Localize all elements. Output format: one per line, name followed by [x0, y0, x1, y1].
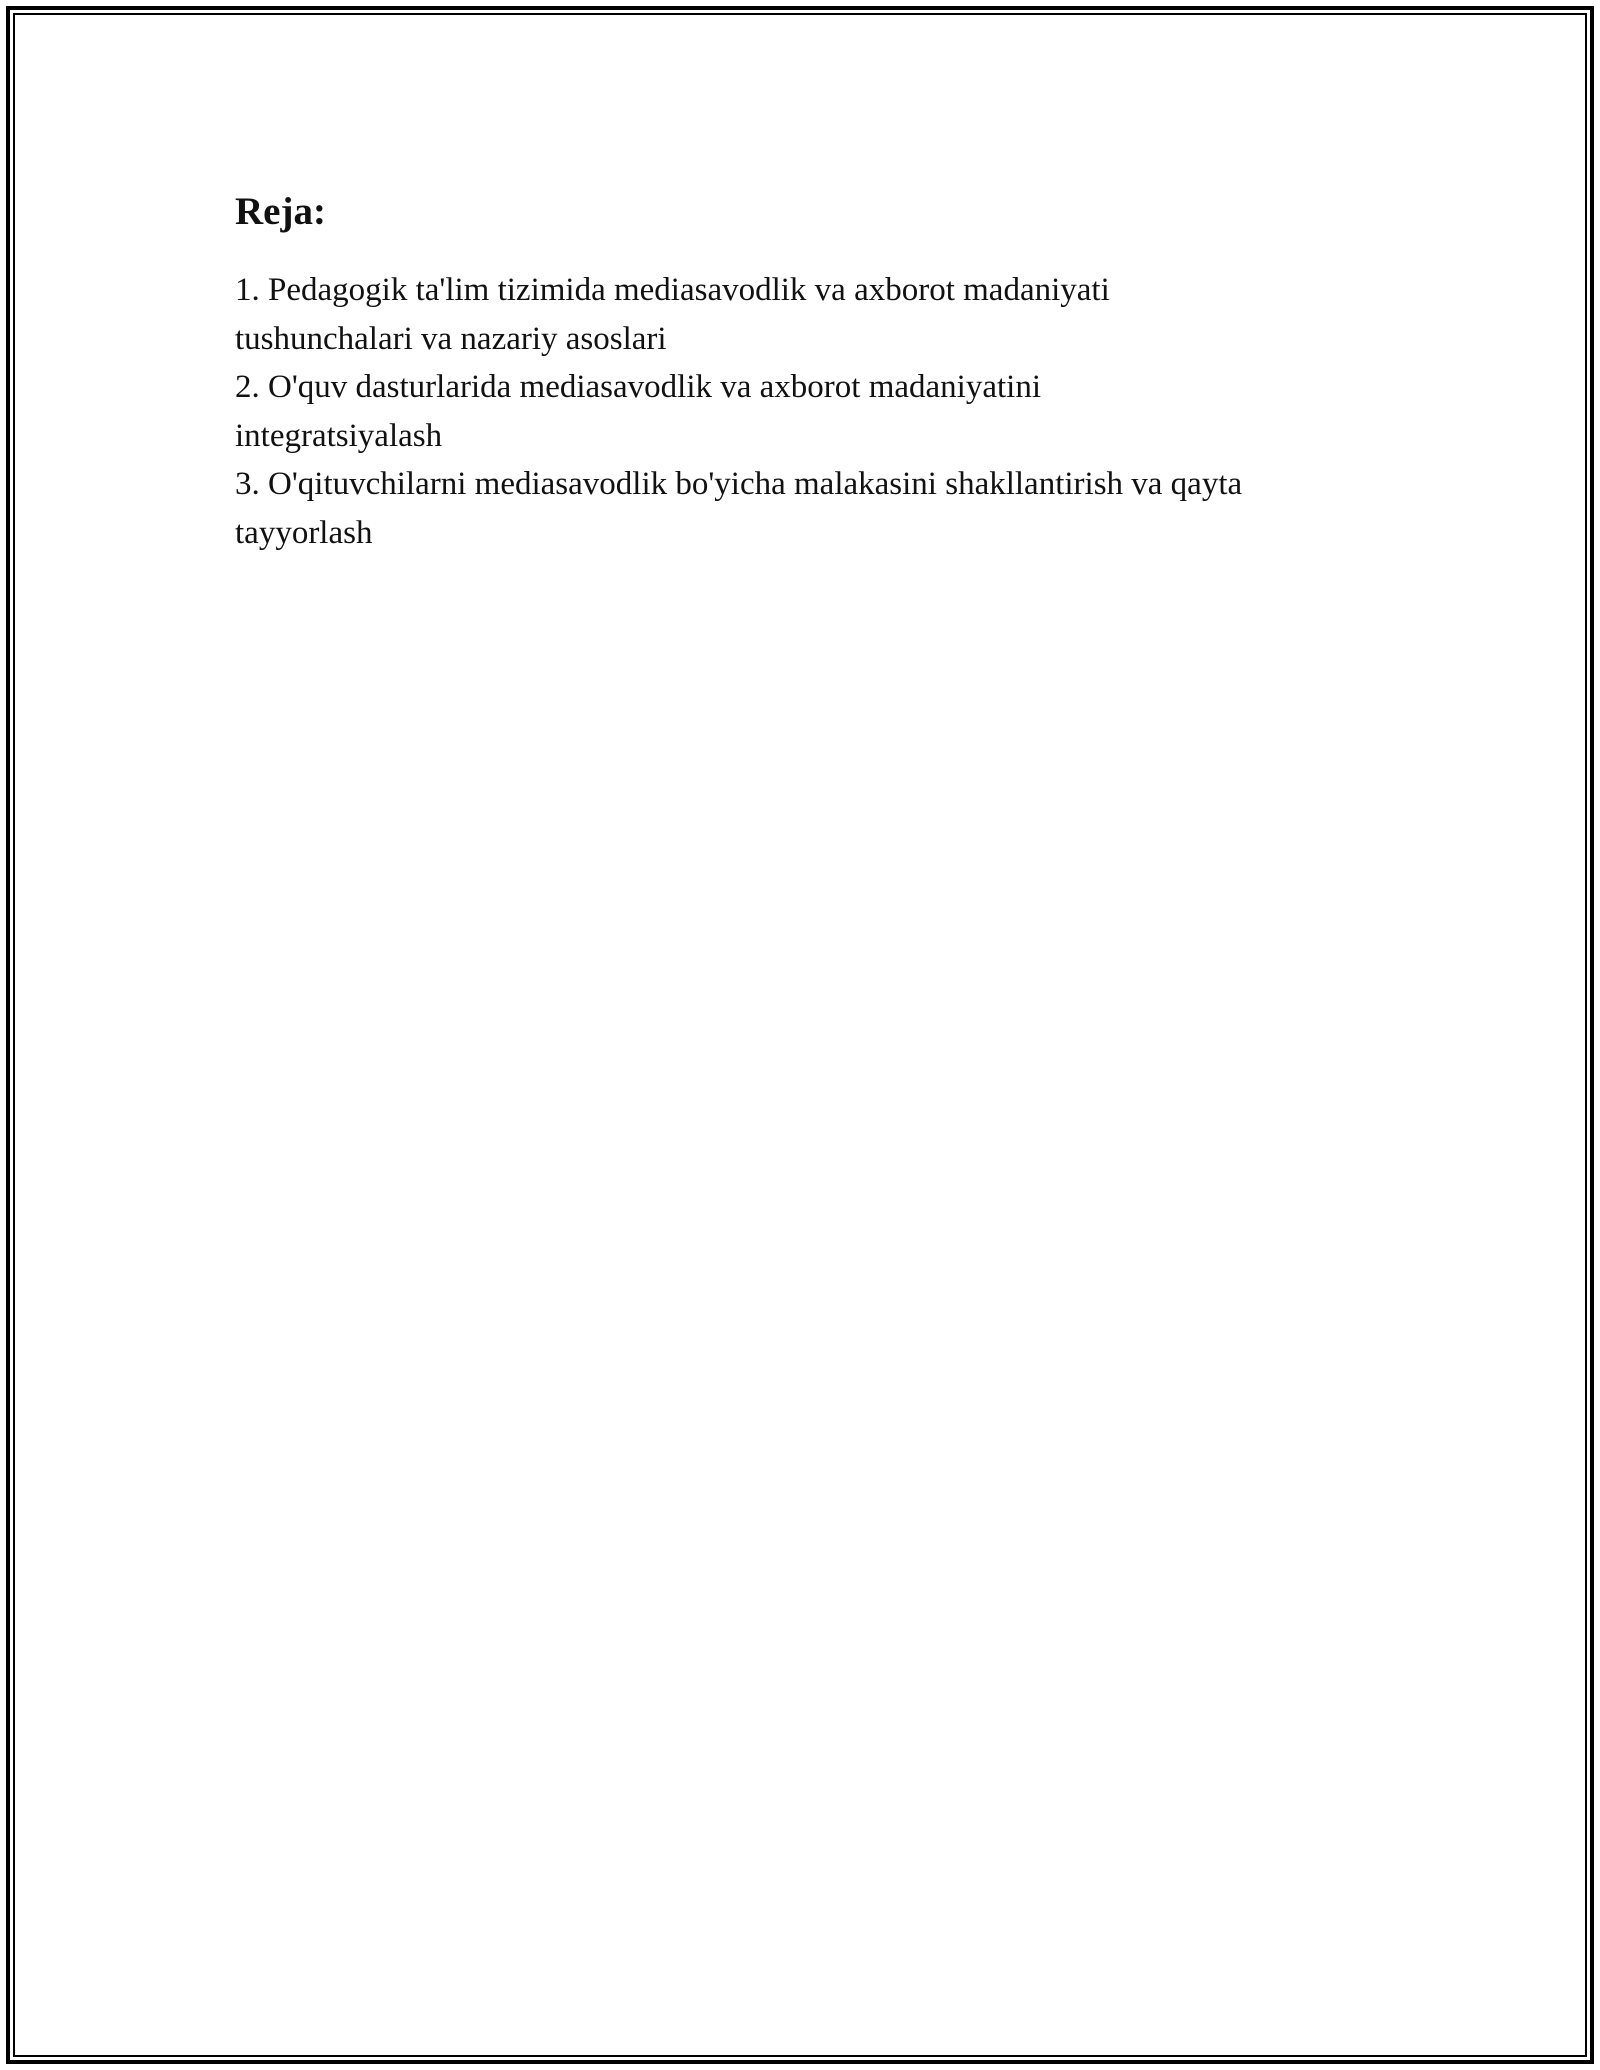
plan-item-number: 1.: [235, 272, 260, 308]
plan-list: [235, 266, 1385, 557]
plan-item-line: tushunchalari va nazariy asoslari: [235, 320, 667, 357]
plan-item-line: integratsiyalash: [235, 417, 443, 454]
plan-item-text: O'quv dasturlarida mediasavodlik va axborot madaniyatini: [268, 369, 1041, 405]
plan-item-number: 3.: [235, 466, 260, 502]
plan-item-number: 2.: [235, 369, 260, 405]
plan-item-2: [235, 363, 1385, 460]
plan-item-text: O'qituvchilarni mediasavodlik bo'yicha malakasini shakllantirish va qayta: [268, 466, 1243, 502]
plan-item-line: [235, 266, 1385, 315]
plan-item-text: Pedagogik ta'lim tizimida mediasavodlik va axborot madaniyati: [268, 272, 1110, 308]
plan-item-line: tayyorlash: [235, 514, 373, 551]
plan-item-1: [235, 266, 1385, 363]
plan-item-line: [235, 363, 1385, 412]
plan-heading: Reja:: [235, 190, 326, 233]
plan-item-line: [235, 460, 1385, 509]
plan-item-3: [235, 460, 1385, 557]
document-body: [235, 184, 1385, 557]
